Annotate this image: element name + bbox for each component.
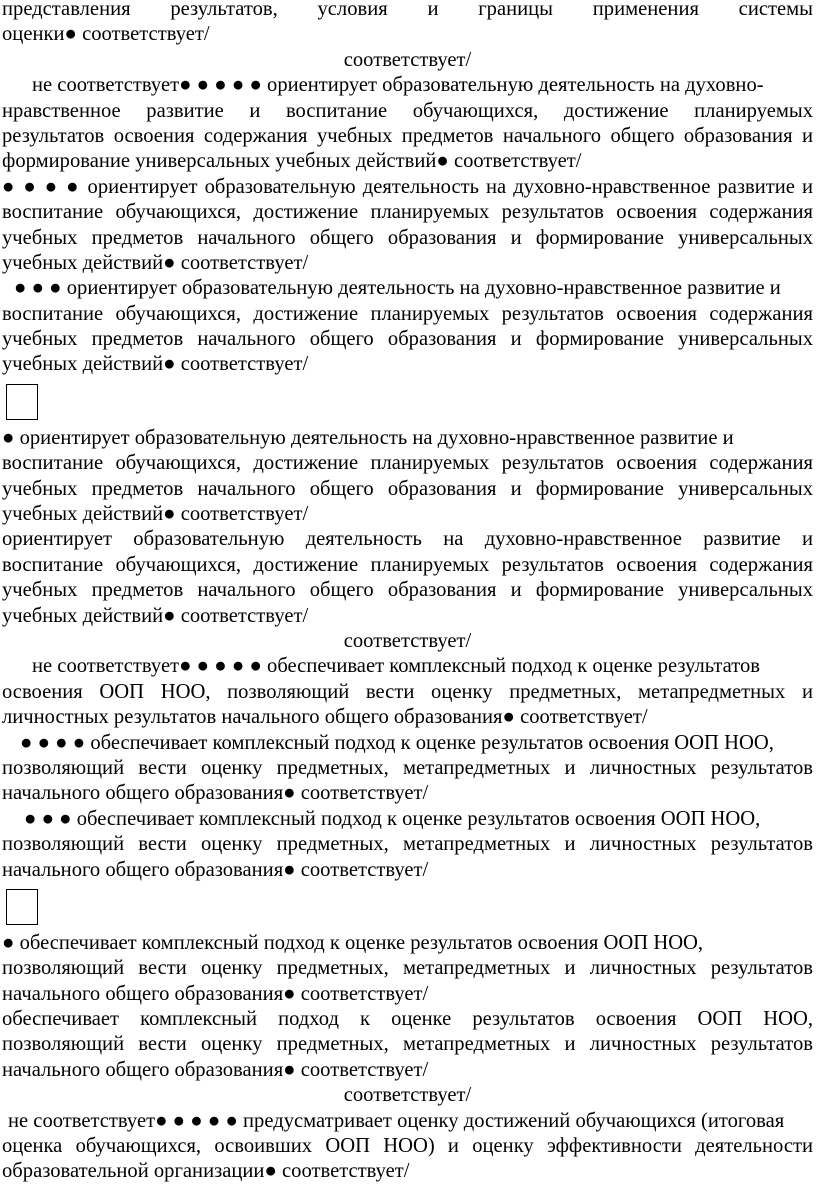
empty-checkbox bbox=[6, 384, 38, 420]
text-line: результатов освоения содержания учебных предметов начального общего образования и bbox=[2, 124, 813, 147]
text-line: ● ориентирует образовательную деятельность на духовно-нравственное развитие и bbox=[2, 426, 734, 449]
text-line: нравственное развитие и воспитание обучающихся, достижение планируемых bbox=[2, 99, 813, 122]
text-line: ● ● ● ● обеспечивает комплексный подход к оценке результатов освоения ООП НОО, bbox=[20, 731, 774, 754]
text-line: обеспечивает комплексный подход к оценке результатов освоения ООП НОО, bbox=[2, 1008, 813, 1031]
empty-checkbox bbox=[6, 889, 38, 925]
text-line: оценки● соответствует/ bbox=[2, 23, 210, 46]
text-line: позволяющий вести оценку предметных, метапредметных и личностных результатов bbox=[2, 1033, 813, 1056]
text-line: формирование универсальных учебных действий● соответствует/ bbox=[2, 150, 582, 173]
text-line: не соответствует● ● ● ● ● ориентирует образовательную деятельность на духовно- bbox=[32, 74, 764, 97]
text-line: учебных действий● соответствует/ bbox=[2, 503, 309, 526]
text-line: учебных действий● соответствует/ bbox=[2, 353, 309, 376]
text-line: личностных результатов начального общего образования● соответствует/ bbox=[2, 706, 648, 729]
text-line: не соответствует● ● ● ● ● предусматривает оценку достижений обучающихся (итоговая bbox=[8, 1109, 785, 1132]
text-line: воспитание обучающихся, достижение планируемых результатов освоения содержания bbox=[2, 452, 813, 475]
text-line: учебных предметов начального общего образования и формирование универсальных bbox=[2, 579, 813, 602]
text-line: воспитание обучающихся, достижение планируемых результатов освоения содержания bbox=[2, 201, 813, 224]
text-line: не соответствует● ● ● ● ● обеспечивает комплексный подход к оценке результатов bbox=[32, 655, 760, 678]
text-line: ориентирует образовательную деятельность на духовно-нравственное развитие и bbox=[2, 528, 813, 551]
text-line: учебных предметов начального общего образования и формирование универсальных bbox=[2, 477, 813, 500]
text-line: позволяющий вести оценку предметных, метапредметных и личностных результатов bbox=[2, 756, 813, 779]
document-page bbox=[2, 0, 813, 1185]
text-line: ● ● ● ориентирует образовательную деятельность на духовно-нравственное развитие и bbox=[14, 277, 781, 300]
text-line: учебных предметов начального общего образования и формирование универсальных bbox=[2, 328, 813, 351]
text-line: освоения ООП НОО, позволяющий вести оценку предметных, метапредметных и bbox=[2, 680, 813, 703]
text-line: воспитание обучающихся, достижение планируемых результатов освоения содержания bbox=[2, 302, 813, 325]
text-line: образовательной организации● соответствует/ bbox=[2, 1160, 410, 1183]
text-line: начального общего образования● соответствует/ bbox=[2, 982, 429, 1005]
text-line: ● ● ● обеспечивает комплексный подход к оценке результатов освоения ООП НОО, bbox=[24, 807, 761, 830]
text-line: соответствует/ bbox=[343, 48, 472, 71]
text-line: оценка обучающихся, освоивших ООП НОО) и оценку эффективности деятельности bbox=[2, 1135, 813, 1158]
text-line: учебных действий● соответствует/ bbox=[2, 604, 309, 627]
text-line: учебных предметов начального общего образования и формирование универсальных bbox=[2, 226, 813, 249]
text-line: начального общего образования● соответствует/ bbox=[2, 858, 429, 881]
text-line: ● ● ● ● ориентирует образовательную деятельность на духовно-нравственное развитие и bbox=[2, 175, 813, 198]
text-line: соответствует/ bbox=[343, 1084, 472, 1107]
text-line: воспитание обучающихся, достижение планируемых результатов освоения содержания bbox=[2, 553, 813, 576]
text-line: соответствует/ bbox=[343, 629, 472, 652]
text-line: позволяющий вести оценку предметных, метапредметных и личностных результатов bbox=[2, 957, 813, 980]
text-line: позволяющий вести оценку предметных, метапредметных и личностных результатов bbox=[2, 833, 813, 856]
text-line: представления результатов, условия и границы применения системы bbox=[2, 0, 813, 20]
text-line: начального общего образования● соответствует/ bbox=[2, 1058, 429, 1081]
text-line: ● обеспечивает комплексный подход к оценке результатов освоения ООП НОО, bbox=[2, 931, 704, 954]
text-line: учебных действий● соответствует/ bbox=[2, 251, 309, 274]
text-line: начального общего образования● соответствует/ bbox=[2, 782, 429, 805]
